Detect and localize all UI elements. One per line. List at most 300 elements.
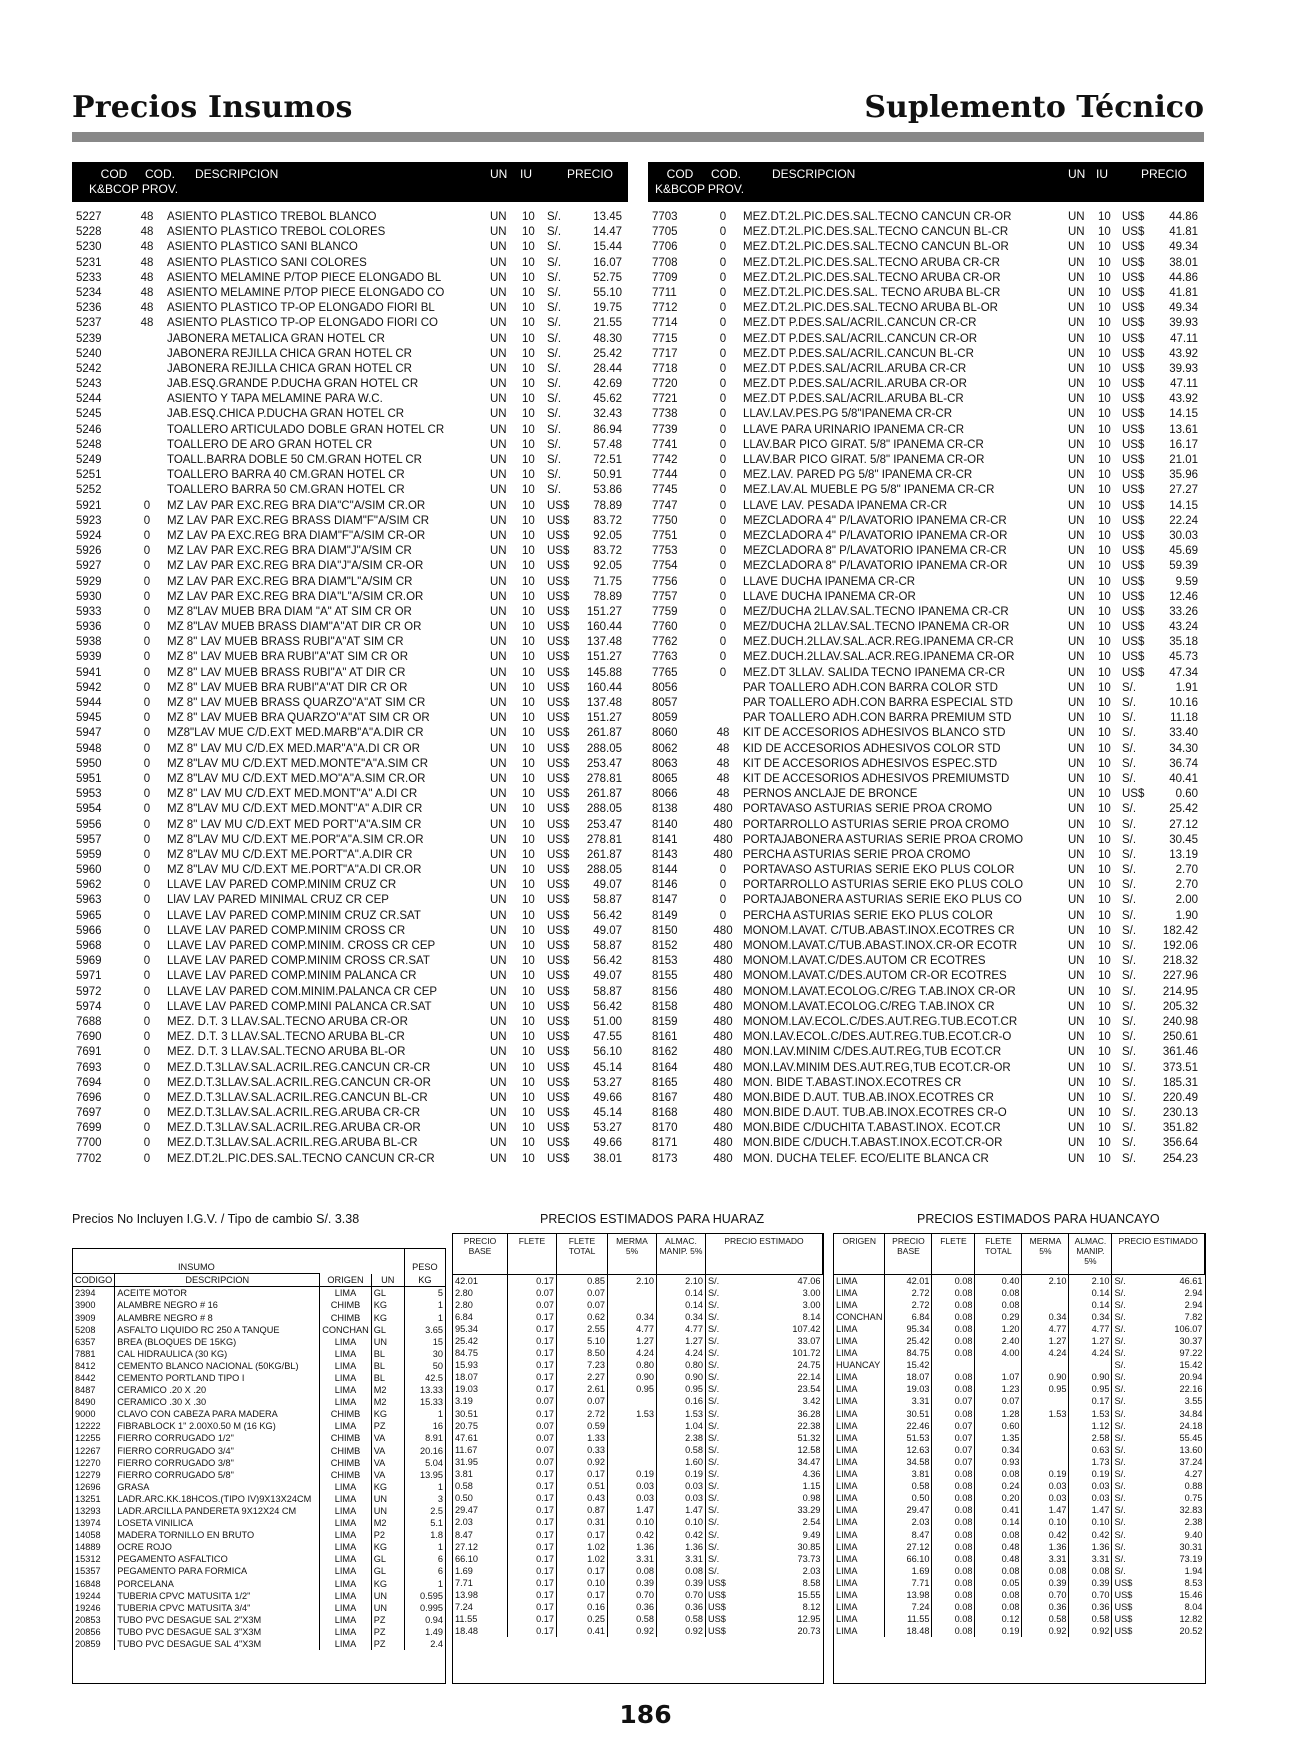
price: 49.07 xyxy=(593,879,622,892)
currency: US$ xyxy=(1122,271,1145,284)
unit: UN xyxy=(490,666,507,679)
price: 39.93 xyxy=(1169,362,1198,375)
cell: 0.08 xyxy=(932,1468,975,1480)
cell: 0.08 xyxy=(932,1613,975,1625)
prov-code: 0 xyxy=(719,241,727,254)
cell: LIMA xyxy=(834,1432,885,1444)
prov-code: 0 xyxy=(719,226,727,239)
table-row xyxy=(72,392,628,407)
table-row xyxy=(72,893,628,908)
origen: CHIMB xyxy=(320,1457,371,1469)
unit: UN xyxy=(490,256,507,269)
description: PERNOS ANCLAJE DE BRONCE xyxy=(743,788,918,801)
unit: UN xyxy=(1068,271,1085,284)
table-row xyxy=(72,696,628,711)
prov-code: 480 xyxy=(713,1091,733,1104)
description: MEZ. D.T. 3 LLAV.SAL.TECNO ARUBA CR-OR xyxy=(167,1015,408,1028)
origen: LIMA xyxy=(320,1287,371,1300)
cell: 0.31 xyxy=(557,1516,608,1528)
table-row xyxy=(72,635,628,650)
cell: 0.17 xyxy=(557,1528,608,1540)
cell: 73.73 xyxy=(797,1553,821,1564)
price: 22.24 xyxy=(1169,514,1198,527)
unidad: M2 xyxy=(371,1396,404,1408)
peso: 1 xyxy=(437,1542,443,1553)
cell: 25.42 xyxy=(885,1335,932,1347)
table-row xyxy=(648,347,1204,362)
table-row xyxy=(648,544,1204,559)
unit: UN xyxy=(1068,438,1085,451)
unit: UN xyxy=(1068,970,1085,983)
unit: UN xyxy=(1068,636,1085,649)
iu: 10 xyxy=(1098,803,1111,816)
unit: UN xyxy=(1068,362,1085,375)
cell: 8.12 xyxy=(802,1602,821,1613)
origen: CHIMB xyxy=(320,1469,371,1481)
descripcion: LOSETA VINILICA xyxy=(115,1517,320,1529)
price: 47.55 xyxy=(593,1031,622,1044)
prov-code: 0 xyxy=(719,575,727,588)
cell: 31.95 xyxy=(453,1456,508,1468)
table-row xyxy=(453,1347,823,1359)
price: 33.40 xyxy=(1169,727,1198,740)
origen: LIMA xyxy=(320,1336,371,1348)
cell: 0.03 xyxy=(657,1492,706,1504)
prov-code: 0 xyxy=(143,788,151,801)
table-row xyxy=(648,438,1204,453)
unit: UN xyxy=(1068,818,1085,831)
iu: 10 xyxy=(522,1122,535,1135)
unit: UN xyxy=(490,955,507,968)
table-row xyxy=(648,271,1204,286)
code: 5948 xyxy=(76,742,102,755)
cell: 0.07 xyxy=(557,1395,608,1407)
iu: 10 xyxy=(1098,1122,1111,1135)
price: 49.07 xyxy=(593,970,622,983)
cell: LIMA xyxy=(834,1528,885,1540)
cell: 8.14 xyxy=(802,1311,821,1322)
huaraz-grid xyxy=(453,1234,823,1637)
peso: 1 xyxy=(437,1409,443,1420)
code: 8152 xyxy=(652,940,678,952)
code: 5240 xyxy=(76,347,102,360)
cell: 2.10 xyxy=(1069,1274,1112,1287)
prov-code: 0 xyxy=(719,605,727,618)
cell: 0.03 xyxy=(1022,1480,1069,1492)
price: 49.66 xyxy=(593,1137,622,1150)
cell: 0.58 xyxy=(608,1613,657,1625)
currency: S/. xyxy=(547,286,562,299)
code: 7690 xyxy=(76,1031,102,1044)
description: MON. DUCHA TELEF. ECO/ELITE BLANCA CR xyxy=(743,1152,989,1165)
price: 27.12 xyxy=(1169,818,1198,831)
code: 5956 xyxy=(76,818,102,831)
currency: US$ xyxy=(1122,317,1145,330)
price: 9.59 xyxy=(1175,575,1198,588)
price: 44.86 xyxy=(1169,271,1198,284)
currency: S/. xyxy=(547,423,562,436)
table-row xyxy=(834,1541,1205,1553)
prov-code: 0 xyxy=(143,545,151,558)
table-row xyxy=(73,1638,445,1650)
unit: UN xyxy=(1068,1152,1085,1165)
cell: 107.42 xyxy=(792,1323,821,1334)
iu: 10 xyxy=(522,423,535,436)
col-desc: DESCRIPCION xyxy=(195,167,279,181)
description: MEZ.LAV.AL MUEBLE PG 5/8" IPANEMA CR-CR xyxy=(743,484,995,497)
cell: 0.14 xyxy=(657,1299,706,1311)
cell: 0.70 xyxy=(1069,1589,1112,1601)
cell: 0.08 xyxy=(975,1468,1022,1480)
huancayo-table xyxy=(833,1233,1206,1684)
cell: 0.07 xyxy=(932,1432,975,1444)
cell xyxy=(608,1444,657,1456)
code: 8065 xyxy=(652,772,678,785)
unit: UN xyxy=(490,1152,507,1165)
table-row xyxy=(648,833,1204,848)
cell: 24.18 xyxy=(1179,1420,1203,1431)
prov-code: 0 xyxy=(143,681,151,694)
cell: 0.17 xyxy=(508,1335,557,1347)
currency: US$ xyxy=(547,727,570,740)
table-row xyxy=(648,818,1204,833)
unit: UN xyxy=(490,362,507,375)
codigo: 13251 xyxy=(73,1493,115,1505)
cell: LIMA xyxy=(834,1408,885,1420)
cell xyxy=(608,1299,657,1311)
unit: UN xyxy=(490,788,507,801)
cell: 0.17 xyxy=(508,1371,557,1383)
cell: 66.10 xyxy=(453,1553,508,1565)
code: 5246 xyxy=(76,423,102,436)
cell: 0.14 xyxy=(1069,1287,1112,1299)
cell: S/. xyxy=(708,1420,720,1431)
cell: 27.12 xyxy=(885,1541,932,1553)
code: 8165 xyxy=(652,1076,678,1089)
description: MZ 8"LAV MU C/D.EXT ME.PORT"A".A.DIR CR xyxy=(167,848,413,861)
cell: 0.34 xyxy=(657,1311,706,1323)
cell: 0.34 xyxy=(608,1311,657,1323)
peso: 13.95 xyxy=(420,1469,443,1480)
cell: 55.45 xyxy=(1179,1432,1203,1443)
unidad: UN xyxy=(371,1493,404,1505)
description: LLAVE LAV. PESADA IPANEMA CR-CR xyxy=(743,499,948,512)
currency: S/. xyxy=(547,454,562,466)
code: 5923 xyxy=(76,514,102,527)
code: 5972 xyxy=(76,985,102,998)
cell: 3.31 xyxy=(1069,1553,1112,1565)
cell: S/. xyxy=(1114,1529,1126,1540)
exchange-note: Precios No Incluyen I.G.V. / Tipo de cambio S/. 3.38 xyxy=(72,1212,360,1226)
unit: UN xyxy=(490,1076,507,1089)
description: MON.LAV.ECOL.C/DES.AUT.REG.TUB.ECOT.CR-O xyxy=(743,1031,1012,1044)
code: 5231 xyxy=(76,256,102,269)
iu: 10 xyxy=(1098,1031,1111,1044)
unit: UN xyxy=(1068,909,1085,922)
code: 7688 xyxy=(76,1015,102,1028)
cell: 42.01 xyxy=(453,1274,508,1287)
unidad: P2 xyxy=(371,1529,404,1541)
peso: 16 xyxy=(432,1421,443,1432)
unit: UN xyxy=(490,1091,507,1104)
cell: 2.72 xyxy=(885,1287,932,1299)
code: 5233 xyxy=(76,271,102,284)
cell: 0.92 xyxy=(657,1625,706,1637)
table-row xyxy=(72,1121,628,1136)
prov-code: 48 xyxy=(140,317,154,330)
cell: 4.77 xyxy=(608,1323,657,1335)
cell: 1.23 xyxy=(975,1383,1022,1395)
table-row xyxy=(73,1408,445,1420)
cell: 0.10 xyxy=(1069,1516,1112,1528)
cell: 1.27 xyxy=(608,1335,657,1347)
price: 41.81 xyxy=(1169,226,1198,239)
table-row xyxy=(73,1541,445,1553)
cell: 15.42 xyxy=(885,1359,932,1371)
table-row xyxy=(72,1015,628,1030)
description: MZ 8" LAV MU C/D.EXT MED.MONT"A" A.DI CR xyxy=(167,788,418,801)
prov-code: 0 xyxy=(143,757,151,770)
hdr-un: UN xyxy=(371,1274,404,1287)
table-row xyxy=(73,1457,445,1469)
prov-code: 0 xyxy=(143,499,151,512)
unit: UN xyxy=(1068,742,1085,755)
table-row xyxy=(648,407,1204,422)
price: 16.07 xyxy=(593,256,622,269)
cell: 0.07 xyxy=(932,1456,975,1468)
cell: 12.82 xyxy=(1179,1614,1203,1625)
description: MONOM.LAV.ECOL.C/DES.AUT.REG.TUB.ECOT.CR xyxy=(743,1015,1018,1028)
table-row xyxy=(453,1323,823,1335)
code: 7717 xyxy=(652,347,678,360)
cell: 0.08 xyxy=(932,1553,975,1565)
iu: 10 xyxy=(522,1152,535,1165)
prov-code: 0 xyxy=(143,1091,151,1104)
prov-code: 480 xyxy=(713,1061,733,1074)
table-row xyxy=(648,483,1204,498)
prov-code: 0 xyxy=(719,514,727,527)
table-row xyxy=(72,240,628,255)
unit: UN xyxy=(1068,560,1085,573)
code: 8066 xyxy=(652,788,678,801)
price: 43.92 xyxy=(1169,347,1198,360)
table-row xyxy=(648,650,1204,665)
col-un: UN xyxy=(490,167,508,181)
prov-code: 480 xyxy=(713,848,733,861)
code: 7721 xyxy=(652,393,678,406)
iu: 10 xyxy=(1098,955,1111,968)
prov-code: 48 xyxy=(716,757,730,770)
cell: CONCHAN xyxy=(834,1311,885,1323)
description: MZ LAV PAR EXC.REG BRASS DIAM"F"A/SIM CR xyxy=(167,514,430,527)
price: 261.87 xyxy=(586,848,622,861)
iu: 10 xyxy=(522,1107,535,1120)
code: 5249 xyxy=(76,454,102,466)
prov-code: 0 xyxy=(143,1152,151,1165)
prov-code: 0 xyxy=(143,1046,151,1059)
price: 151.27 xyxy=(586,605,622,618)
unit: UN xyxy=(490,940,507,952)
iu: 10 xyxy=(1098,621,1111,634)
descripcion: CERAMICO .30 X .30 xyxy=(115,1396,320,1408)
cell: 0.03 xyxy=(1069,1492,1112,1504)
price: 52.75 xyxy=(593,271,622,284)
description: ASIENTO PLASTICO TP-OP ELONGADO FIORI CO xyxy=(167,317,438,330)
description: TOALLERO BARRA 50 CM.GRAN HOTEL CR xyxy=(167,484,405,497)
currency: US$ xyxy=(1122,256,1145,269)
code: 7742 xyxy=(652,454,678,466)
cell: US$ xyxy=(708,1577,726,1588)
iu: 10 xyxy=(522,985,535,998)
prov-code: 0 xyxy=(143,666,151,679)
cell: S/. xyxy=(708,1287,720,1298)
cell: LIMA xyxy=(834,1541,885,1553)
table-row xyxy=(73,1614,445,1626)
cell xyxy=(975,1359,1022,1371)
price: 151.27 xyxy=(586,712,622,725)
cell: 15.42 xyxy=(1179,1360,1203,1371)
table-row xyxy=(453,1456,823,1468)
price: 253.47 xyxy=(586,818,622,831)
cell xyxy=(1022,1359,1069,1371)
cell: 0.33 xyxy=(557,1444,608,1456)
code: 7697 xyxy=(76,1107,102,1120)
cell: S/. xyxy=(1114,1469,1126,1480)
cell: 0.10 xyxy=(608,1516,657,1528)
table-row xyxy=(73,1469,445,1481)
origen: LIMA xyxy=(320,1396,371,1408)
table-row xyxy=(453,1383,823,1395)
code: 5252 xyxy=(76,484,102,497)
iu: 10 xyxy=(522,1061,535,1074)
cell: 0.14 xyxy=(657,1287,706,1299)
price: 47.11 xyxy=(1170,378,1198,391)
description: LLAVE DUCHA IPANEMA CR-CR xyxy=(743,575,916,588)
table-row xyxy=(648,499,1204,514)
description: TOALL.BARRA DOBLE 50 CM.GRAN HOTEL CR xyxy=(167,454,422,466)
origen: LIMA xyxy=(320,1505,371,1517)
iu: 10 xyxy=(522,712,535,725)
price: 50.91 xyxy=(593,469,622,482)
code: 7703 xyxy=(652,211,678,223)
column-header: FLETE xyxy=(508,1234,557,1274)
cell: 0.19 xyxy=(975,1625,1022,1637)
price: 42.69 xyxy=(593,378,622,391)
cell: 22.46 xyxy=(885,1420,932,1432)
cell: 0.07 xyxy=(508,1444,557,1456)
cell: 1.36 xyxy=(1022,1541,1069,1553)
codigo: 20856 xyxy=(73,1626,115,1638)
code: 7720 xyxy=(652,378,678,391)
code: 5242 xyxy=(76,362,102,375)
unidad: M2 xyxy=(371,1384,404,1396)
table-row xyxy=(834,1359,1205,1371)
code: 5942 xyxy=(76,681,102,694)
prov-code: 0 xyxy=(719,909,727,922)
cell: 0.50 xyxy=(885,1492,932,1504)
cell: 0.42 xyxy=(1069,1528,1112,1540)
table-row xyxy=(648,1061,1204,1076)
price: 41.81 xyxy=(1169,286,1198,299)
cell: LIMA xyxy=(834,1335,885,1347)
table-row xyxy=(72,332,628,347)
table-row xyxy=(73,1420,445,1432)
cell: 0.07 xyxy=(508,1420,557,1432)
currency: US$ xyxy=(547,833,570,846)
unit: UN xyxy=(1068,378,1085,391)
cell: 0.08 xyxy=(657,1565,706,1577)
table-row xyxy=(72,650,628,665)
currency: US$ xyxy=(547,909,570,922)
iu: 10 xyxy=(522,347,535,360)
unit: UN xyxy=(490,302,507,315)
table-row xyxy=(72,787,628,802)
cell: 11.55 xyxy=(885,1613,932,1625)
table-row xyxy=(72,377,628,392)
cell: 0.17 xyxy=(508,1468,557,1480)
descripcion: LADR.ARC.KK.18HCOS.(TIPO IV)9X13X24CM xyxy=(115,1493,320,1505)
cell: 4.77 xyxy=(1069,1323,1112,1335)
code: 8143 xyxy=(652,848,678,861)
code: 5237 xyxy=(76,317,102,330)
table-row xyxy=(648,316,1204,331)
code: 8153 xyxy=(652,955,678,968)
prov-code: 0 xyxy=(143,1076,151,1089)
price: 261.87 xyxy=(586,727,622,740)
code: 7696 xyxy=(76,1091,102,1104)
cell xyxy=(1022,1456,1069,1468)
descripcion: PORCELANA xyxy=(115,1578,320,1590)
cell: 13.98 xyxy=(885,1589,932,1601)
cell: 0.07 xyxy=(932,1420,975,1432)
iu: 10 xyxy=(1098,378,1111,391)
description: MZ LAV PAR EXC.REG BRA DIAM"J"A/SIM CR xyxy=(167,545,412,558)
unit: UN xyxy=(1068,681,1085,694)
cell: 0.08 xyxy=(932,1480,975,1492)
origen: LIMA xyxy=(320,1565,371,1577)
prov-code: 0 xyxy=(719,621,727,634)
description: ASIENTO PLASTICO TREBOL COLORES xyxy=(167,226,386,239)
price: 218.32 xyxy=(1162,955,1198,968)
cell: 12.58 xyxy=(797,1444,821,1455)
prov-code: 0 xyxy=(719,651,727,664)
cell: 0.90 xyxy=(657,1371,706,1383)
price: 27.27 xyxy=(1169,484,1198,497)
code: 8173 xyxy=(652,1152,678,1165)
cell: LIMA xyxy=(834,1589,885,1601)
table-row xyxy=(648,1030,1204,1045)
cell: 0.80 xyxy=(657,1359,706,1371)
code: 7744 xyxy=(652,469,678,482)
price: 38.01 xyxy=(593,1152,622,1165)
cell: 1.27 xyxy=(1022,1335,1069,1347)
table-row xyxy=(648,969,1204,984)
price: 254.23 xyxy=(1162,1152,1198,1165)
table-row xyxy=(648,1045,1204,1060)
price: 56.42 xyxy=(593,909,622,922)
prov-code: 0 xyxy=(143,529,151,542)
description: MZ 8" LAV MUEB BRASS QUARZO"A"AT SIM CR xyxy=(167,697,426,709)
cell: 0.95 xyxy=(657,1383,706,1395)
cell: US$ xyxy=(1114,1577,1133,1588)
unit: UN xyxy=(1068,1122,1085,1135)
cell: 3.19 xyxy=(453,1395,508,1407)
currency: S/. xyxy=(547,332,562,345)
iu: 10 xyxy=(1098,1137,1111,1150)
unit: UN xyxy=(1068,1107,1085,1120)
cell: 0.17 xyxy=(508,1359,557,1371)
cell: LIMA xyxy=(834,1565,885,1577)
